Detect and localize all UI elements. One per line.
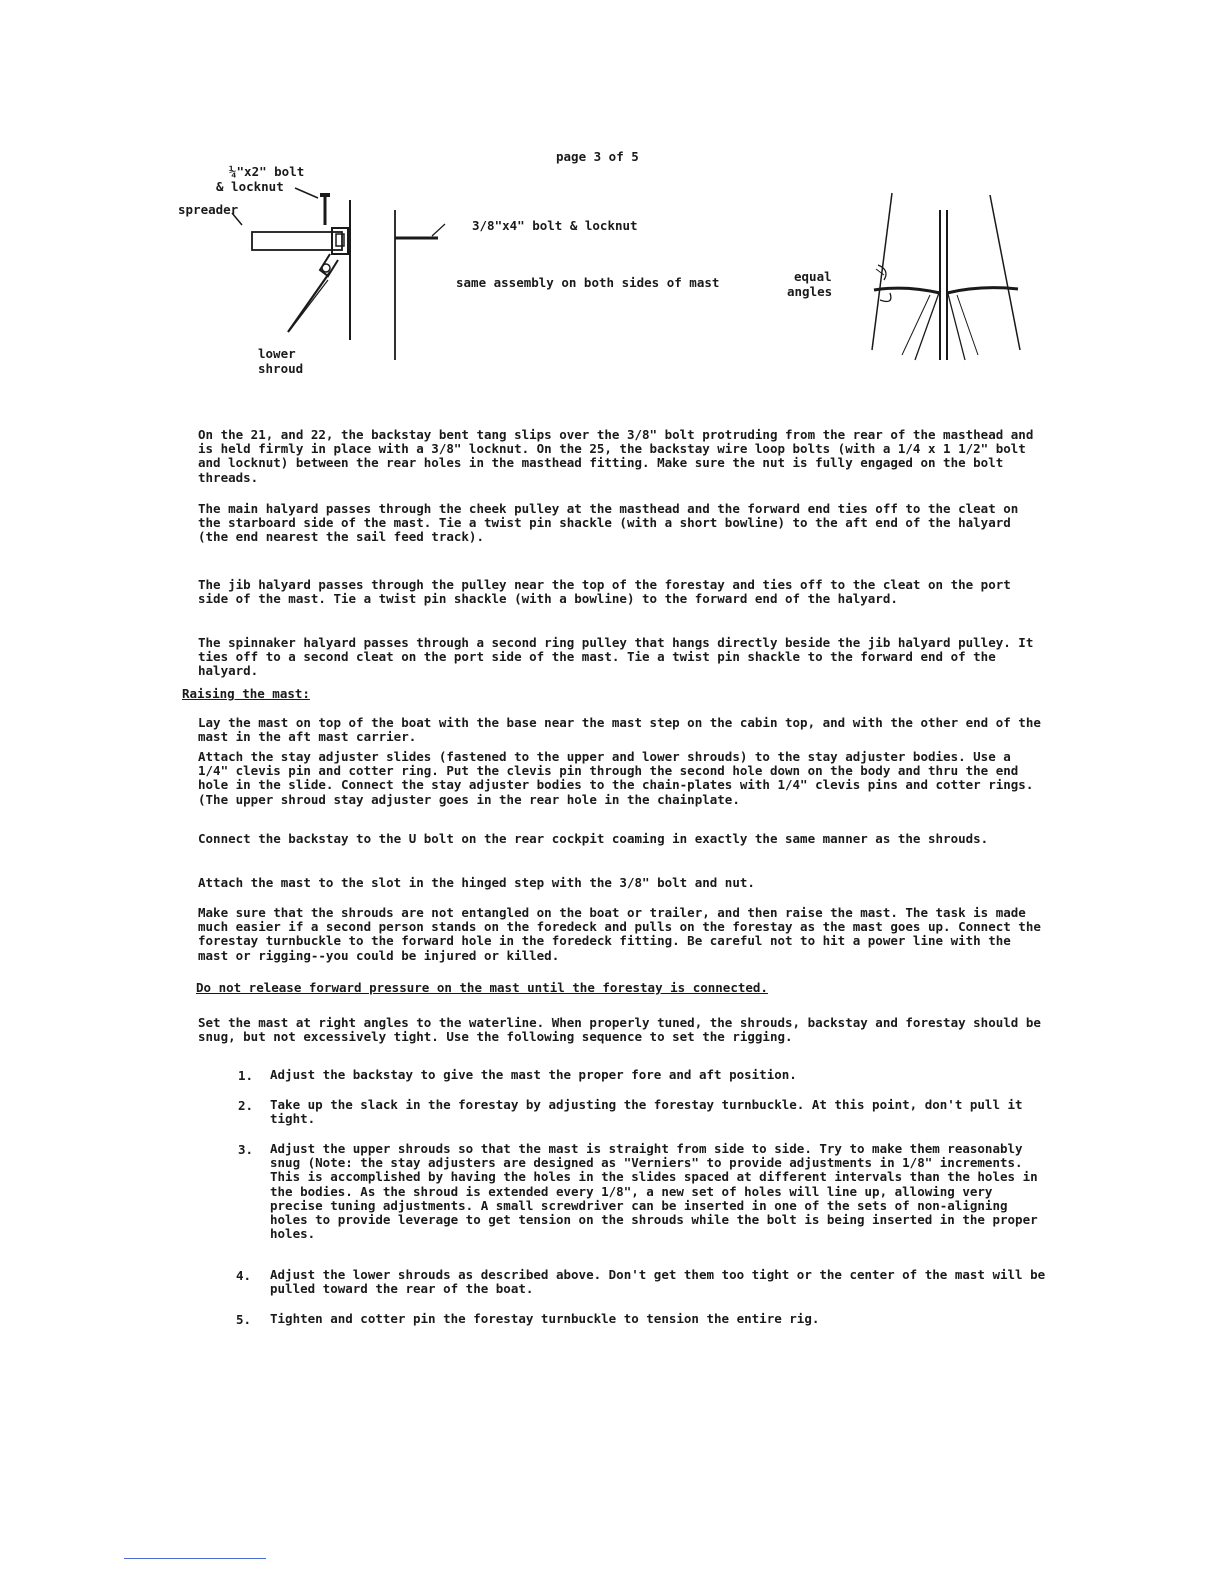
step-text: Adjust the lower shrouds as described above. Don't get them too tight or the center of the mast will be pulled toward the rear of the boat.: [270, 1267, 1046, 1297]
paragraph-jib-halyard: The jib halyard passes through the pulley near the top of the forestay and ties off to the cleat on the port side of the mast. Tie a twist pin shackle (with a bowline) to the forward end of the halyard.: [198, 577, 1011, 607]
paragraph-lay-mast: Lay the mast on top of the boat with the base near the mast step on the cabin top, and with the other end of the mast in the aft mast carrier.: [198, 715, 1041, 745]
footnote-separator: [124, 1558, 266, 1559]
lower-shroud-label-2: shroud: [258, 361, 304, 376]
paragraph-backstay-connect: Connect the backstay to the U bolt on the rear cockpit coaming in exactly the same manner as the shrouds.: [198, 831, 989, 846]
paragraph-main-halyard: The main halyard passes through the cheek pulley at the masthead and the forward end ties off to the cleat on the starboard side of the mast. Tie a twist pin shackle (with a short bowline) to the aft end of the halyard (the end nearest the sail feed track).: [198, 501, 1019, 545]
step-text: Tighten and cotter pin the forestay turnbuckle to tension the entire rig.: [270, 1311, 820, 1326]
paragraph-tuning: Set the mast at right angles to the waterline. When properly tuned, the shrouds, backstay and forestay should be snug, but not excessively tight. Use the following sequence to set the rigging.: [198, 1015, 1041, 1045]
step-number: 2.: [238, 1098, 254, 1113]
spreader-label: spreader: [178, 202, 239, 217]
page-number: page 3 of 5: [556, 149, 639, 164]
paragraph-spinnaker-halyard: The spinnaker halyard passes through a second ring pulley that hangs directly beside the jib halyard pulley. It ties off to a second cleat on the port side of the mast. Tie a twist pin shackle to the forward end of the halyard.: [198, 635, 1034, 679]
paragraph-stay-adjusters: Attach the stay adjuster slides (fastened to the upper and lower shrouds) to the stay adjuster bodies. Use a 1/4" clevis pin and cotter ring. Put the clevis pin through the second hole down on the body and thru the end hole in the slide. Connect the stay adjuster bodies to the chain-plates with 1/4" clevis pins and cotter rings. (The upper shroud stay adjuster goes in the rear hole in the chainplate.: [198, 749, 1034, 807]
warning-text: Do not release forward pressure on the mast until the forestay is connected.: [196, 980, 768, 995]
section-heading-raising: Raising the mast:: [182, 686, 310, 701]
paragraph-raise-mast: Make sure that the shrouds are not entangled on the boat or trailer, and then raise the mast. The task is made much easier if a second person stands on the foredeck and pulls on the forestay as the mast goes up. Connect the forestay turnbuckle to the forward hole in the foredeck fitting. Be careful not to hit a power line with the mast or rigging--you could be injured or killed.: [198, 905, 1041, 963]
locknut-label: & locknut: [216, 179, 284, 194]
paragraph-backstay: On the 21, and 22, the backstay bent tang slips over the 3/8" bolt protruding from the rear of the masthead and is held firmly in place with a 3/8" locknut. On the 25, the backstay wire loop bolts (with a 1/4 x 1 1/2" bolt and locknut) between the rear holes in the masthead fitting. Make sure the nut is fully engaged on the bolt threads.: [198, 427, 1034, 485]
step-text: Adjust the backstay to give the mast the proper fore and aft position.: [270, 1067, 797, 1082]
equal-angles-label-2: angles: [787, 284, 833, 299]
lower-shroud-label: lower: [258, 346, 296, 361]
paragraph-attach-mast: Attach the mast to the slot in the hinged step with the 3/8" bolt and nut.: [198, 875, 755, 890]
bolt-label: ¼"x2" bolt: [229, 164, 305, 179]
assembly-note: same assembly on both sides of mast: [456, 275, 720, 290]
spreader-assembly-diagram: [170, 180, 470, 360]
equal-angles-diagram: [860, 185, 1040, 365]
bolt-locknut-label: 3/8"x4" bolt & locknut: [472, 218, 638, 233]
step-number: 3.: [238, 1142, 254, 1157]
step-text: Adjust the upper shrouds so that the mast is straight from side to side. Try to make them reasonably snug (Note: the stay adjusters are designed as "Verniers" to provide adjustments in 1/8" increments. This is accomplished by having the holes in the slides spaced at different intervals than the holes in the bodies. As the shroud is extended every 1/8", a new set of holes will line up, allowing very precise tuning adjustments. A small screwdriver can be inserted in one of the sets of non-aligning holes to provide leverage to get tension on the shrouds while the bolt is being inserted in the proper holes.: [270, 1141, 1038, 1242]
equal-angles-label: equal: [794, 269, 832, 284]
step-number: 4.: [236, 1268, 252, 1283]
step-number: 5.: [236, 1312, 252, 1327]
step-number: 1.: [238, 1068, 254, 1083]
step-text: Take up the slack in the forestay by adjusting the forestay turnbuckle. At this point, don't pull it tight.: [270, 1097, 1023, 1127]
